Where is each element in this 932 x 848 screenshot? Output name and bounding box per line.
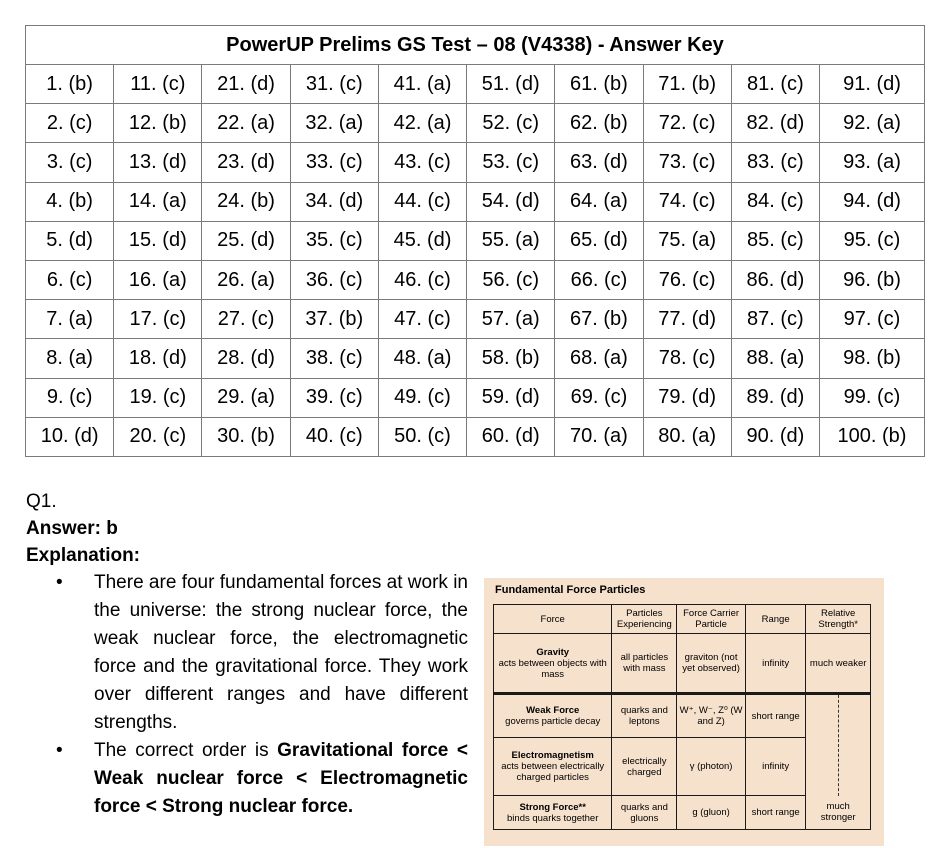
answer-key-cell: 65. (d) [555, 221, 643, 260]
header-particles: Particles Experiencing [612, 605, 677, 634]
answer-key-cell: 45. (d) [378, 221, 466, 260]
answer-key-cell: 19. (c) [114, 378, 202, 417]
answer-key-cell: 44. (c) [378, 182, 466, 221]
answer-key-cell: 87. (c) [731, 300, 819, 339]
answer-key-cell: 69. (c) [555, 378, 643, 417]
gravity-particles: all particles with mass [612, 634, 677, 694]
answer-key-cell: 100. (b) [819, 417, 924, 456]
answer-key-cell: 98. (b) [819, 339, 924, 378]
answer-key-cell: 78. (c) [643, 339, 731, 378]
explanation-list [52, 569, 468, 821]
answer-key-cell: 89. (d) [731, 378, 819, 417]
answer-key-row [26, 143, 925, 182]
answer-key-cell: 18. (d) [114, 339, 202, 378]
weak-range: short range [745, 694, 805, 738]
answer-key-cell: 56. (c) [467, 260, 555, 299]
answer-key-cell: 74. (c) [643, 182, 731, 221]
gravity-desc: acts between objects with mass [498, 657, 607, 680]
answer-key-cell: 12. (b) [114, 104, 202, 143]
answer-key-row [26, 339, 925, 378]
answer-key-cell: 83. (c) [731, 143, 819, 182]
answer-key-row [26, 378, 925, 417]
weak-name: Weak Force [526, 705, 580, 716]
answer-key-cell: 70. (a) [555, 417, 643, 456]
strength-arrow-icon [838, 695, 839, 796]
answer-key-cell: 82. (d) [731, 104, 819, 143]
answer-key-cell: 92. (a) [819, 104, 924, 143]
answer-key-cell: 49. (c) [378, 378, 466, 417]
answer-key-cell: 39. (c) [290, 378, 378, 417]
answer-key-cell: 58. (b) [467, 339, 555, 378]
row-weak [494, 694, 871, 738]
bullet-text-prefix: The correct order is [94, 740, 278, 761]
bullet-text: There are four fundamental forces at work in the universe: the strong nuclear force, the weak nuclear force, the electromagnetic force and the gravitational force. They work over different ranges and have different strengths. [94, 572, 468, 733]
answer-key-cell: 7. (a) [26, 300, 114, 339]
em-cell [494, 738, 612, 796]
bullet-text-bold: Gravitational force < Weak nuclear force < Electromagnetic force < Strong nuclear force. [94, 740, 468, 817]
strong-range: short range [745, 796, 805, 830]
answer-key-cell: 76. (c) [643, 260, 731, 299]
answer-key-cell: 68. (a) [555, 339, 643, 378]
question-header [26, 488, 140, 569]
question-answer: Answer: b [26, 518, 118, 539]
answer-key-cell: 21. (d) [202, 65, 290, 104]
explanation-bullet [52, 569, 468, 737]
em-carrier: γ (photon) [677, 738, 746, 796]
gravity-cell [494, 634, 612, 694]
em-name: Electromagnetism [511, 750, 594, 761]
answer-key-cell: 25. (d) [202, 221, 290, 260]
answer-key-cell: 23. (d) [202, 143, 290, 182]
answer-key-cell: 20. (c) [114, 417, 202, 456]
answer-key-cell: 41. (a) [378, 65, 466, 104]
strong-name: Strong Force** [519, 801, 586, 813]
answer-key-row [26, 182, 925, 221]
answer-key-cell: 42. (a) [378, 104, 466, 143]
answer-key-cell: 71. (b) [643, 65, 731, 104]
answer-key-cell: 30. (b) [202, 417, 290, 456]
answer-key-cell: 59. (d) [467, 378, 555, 417]
strong-desc: binds quarks together [507, 812, 599, 824]
gravity-range: infinity [745, 634, 805, 694]
answer-key-cell: 99. (c) [819, 378, 924, 417]
answer-key-cell: 60. (d) [467, 417, 555, 456]
header-carrier: Force Carrier Particle [677, 605, 746, 634]
answer-key-cell: 80. (a) [643, 417, 731, 456]
strong-strength: much stronger [806, 796, 871, 830]
answer-key-cell: 38. (c) [290, 339, 378, 378]
answer-key-cell: 84. (c) [731, 182, 819, 221]
answer-key-cell: 77. (d) [643, 300, 731, 339]
answer-key-cell: 64. (a) [555, 182, 643, 221]
gravity-name: Gravity [536, 646, 570, 658]
answer-key-cell: 93. (a) [819, 143, 924, 182]
answer-key-cell: 61. (b) [555, 65, 643, 104]
answer-key-cell: 81. (c) [731, 65, 819, 104]
answer-key-cell: 10. (d) [26, 417, 114, 456]
answer-key-cell: 5. (d) [26, 221, 114, 260]
gravity-strength: much weaker [806, 634, 871, 694]
answer-key-cell: 73. (c) [643, 143, 731, 182]
answer-key-cell: 9. (c) [26, 378, 114, 417]
weak-carrier: W⁺, W⁻, Z⁰ (W and Z) [677, 694, 746, 738]
force-table-header [494, 605, 871, 634]
gravity-carrier: graviton (not yet observed) [677, 634, 746, 694]
header-range: Range [745, 605, 805, 634]
answer-key-cell: 8. (a) [26, 339, 114, 378]
answer-key-cell: 14. (a) [114, 182, 202, 221]
em-particles: electrically charged [612, 738, 677, 796]
em-range: infinity [745, 738, 805, 796]
answer-key-cell: 36. (c) [290, 260, 378, 299]
explanation-bullet [52, 737, 468, 821]
answer-key-cell: 35. (c) [290, 221, 378, 260]
answer-key-cell: 75. (a) [643, 221, 731, 260]
strong-carrier: g (gluon) [677, 796, 746, 830]
force-table [493, 604, 871, 830]
answer-key-cell: 3. (c) [26, 143, 114, 182]
answer-key-cell: 51. (d) [467, 65, 555, 104]
answer-key-cell: 2. (c) [26, 104, 114, 143]
answer-key-cell: 54. (d) [467, 182, 555, 221]
answer-key-cell: 17. (c) [114, 300, 202, 339]
answer-key-row [26, 65, 925, 104]
answer-key-cell: 29. (a) [202, 378, 290, 417]
answer-key-title: PowerUP Prelims GS Test – 08 (V4338) - Answer Key [26, 26, 925, 65]
answer-key-cell: 88. (a) [731, 339, 819, 378]
row-gravity [494, 634, 871, 694]
answer-key-cell: 24. (b) [202, 182, 290, 221]
answer-key-cell: 11. (c) [114, 65, 202, 104]
answer-key-row [26, 221, 925, 260]
weak-desc: governs particle decay [505, 716, 601, 727]
answer-key-cell: 94. (d) [819, 182, 924, 221]
answer-key-cell: 62. (b) [555, 104, 643, 143]
answer-key-cell: 48. (a) [378, 339, 466, 378]
bullet-dot-icon: • [56, 572, 63, 593]
answer-key-cell: 40. (c) [290, 417, 378, 456]
answer-key-cell: 26. (a) [202, 260, 290, 299]
figure-title: Fundamental Force Particles [495, 584, 646, 596]
answer-key-cell: 13. (d) [114, 143, 202, 182]
answer-key-cell: 43. (c) [378, 143, 466, 182]
answer-key-cell: 46. (c) [378, 260, 466, 299]
bullet-dot-icon: • [56, 740, 63, 761]
answer-key-cell: 50. (c) [378, 417, 466, 456]
answer-key-cell: 47. (c) [378, 300, 466, 339]
answer-key-cell: 63. (d) [555, 143, 643, 182]
answer-key-cell: 4. (b) [26, 182, 114, 221]
answer-key-cell: 1. (b) [26, 65, 114, 104]
answer-key-cell: 96. (b) [819, 260, 924, 299]
em-desc: acts between electrically charged particles [501, 761, 605, 783]
header-force: Force [494, 605, 612, 634]
answer-key-table [25, 25, 925, 457]
answer-key-cell: 72. (c) [643, 104, 731, 143]
header-strength: Relative Strength* [806, 605, 871, 634]
answer-key-cell: 95. (c) [819, 221, 924, 260]
answer-key-cell: 85. (c) [731, 221, 819, 260]
answer-key-row [26, 300, 925, 339]
explanation-label: Explanation: [26, 545, 141, 566]
answer-key-body [26, 65, 925, 457]
answer-key-cell: 55. (a) [467, 221, 555, 260]
answer-key-cell: 27. (c) [202, 300, 290, 339]
answer-key-cell: 33. (c) [290, 143, 378, 182]
strong-particles: quarks and gluons [612, 796, 677, 830]
answer-key-cell: 34. (d) [290, 182, 378, 221]
answer-key-cell: 31. (c) [290, 65, 378, 104]
answer-key-cell: 67. (b) [555, 300, 643, 339]
answer-key-cell: 28. (d) [202, 339, 290, 378]
answer-key-cell: 66. (c) [555, 260, 643, 299]
fundamental-force-figure [484, 578, 884, 846]
answer-key-cell: 52. (c) [467, 104, 555, 143]
answer-key-cell: 32. (a) [290, 104, 378, 143]
weak-cell [494, 694, 612, 738]
answer-key-cell: 6. (c) [26, 260, 114, 299]
answer-key-row [26, 104, 925, 143]
answer-key-cell: 15. (d) [114, 221, 202, 260]
answer-key-header-row [26, 26, 925, 65]
answer-key-row [26, 417, 925, 456]
answer-key-cell: 22. (a) [202, 104, 290, 143]
answer-key-cell: 86. (d) [731, 260, 819, 299]
answer-key-cell: 91. (d) [819, 65, 924, 104]
answer-key-cell: 97. (c) [819, 300, 924, 339]
row-strong [494, 796, 871, 830]
strength-arrow-cell [806, 694, 871, 796]
question-number: Q1. [26, 491, 57, 512]
answer-key-cell: 37. (b) [290, 300, 378, 339]
answer-key-cell: 57. (a) [467, 300, 555, 339]
answer-key-cell: 90. (d) [731, 417, 819, 456]
answer-key-row [26, 260, 925, 299]
answer-key-cell: 53. (c) [467, 143, 555, 182]
weak-particles: quarks and leptons [612, 694, 677, 738]
answer-key-cell: 16. (a) [114, 260, 202, 299]
strong-cell [494, 796, 612, 830]
answer-key-cell: 79. (d) [643, 378, 731, 417]
